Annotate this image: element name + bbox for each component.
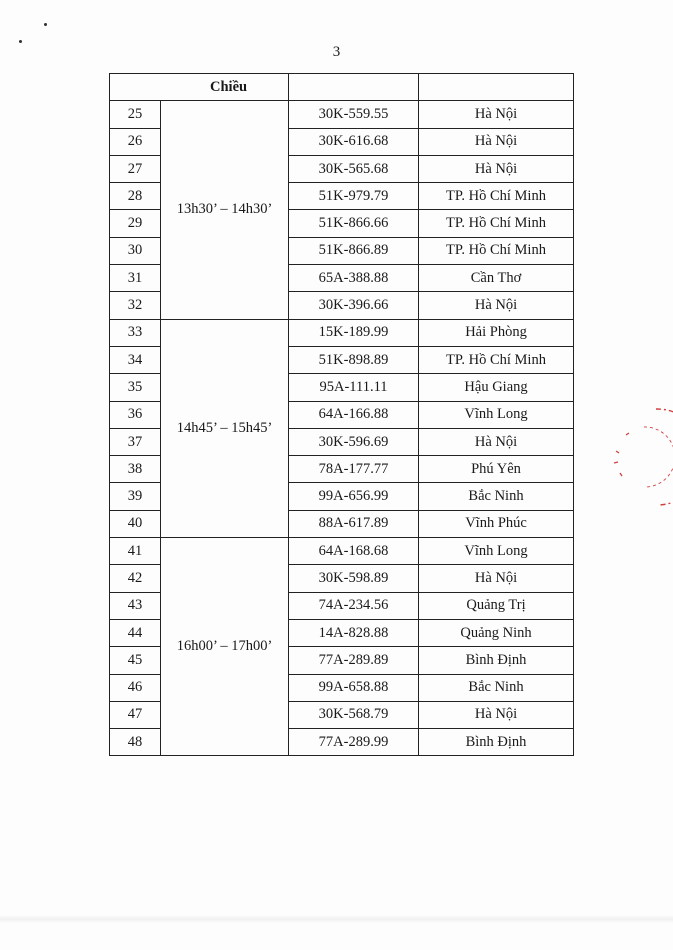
province-cell: Hậu Giang <box>419 374 574 401</box>
row-number-cell: 46 <box>110 674 161 701</box>
license-plate-cell: 14A-828.88 <box>289 619 419 646</box>
province-cell: Hà Nội <box>419 428 574 455</box>
row-number-cell: 28 <box>110 183 161 210</box>
table-row <box>110 538 574 565</box>
row-number-cell: 47 <box>110 701 161 728</box>
province-cell: Vĩnh Long <box>419 538 574 565</box>
license-plate-cell: 51K-898.89 <box>289 346 419 373</box>
row-number-cell: 38 <box>110 456 161 483</box>
license-plate-cell: 95A-111.11 <box>289 374 419 401</box>
license-plate-cell: 51K-979.79 <box>289 183 419 210</box>
license-plate-cell: 74A-234.56 <box>289 592 419 619</box>
license-plate-cell: 64A-166.88 <box>289 401 419 428</box>
license-plate-cell: 30K-568.79 <box>289 701 419 728</box>
license-plate-cell: 88A-617.89 <box>289 510 419 537</box>
province-cell: Hà Nội <box>419 155 574 182</box>
license-plate-cell: 30K-559.55 <box>289 101 419 128</box>
row-number-cell: 42 <box>110 565 161 592</box>
time-slot-cell: 14h45’ – 15h45’ <box>161 319 289 537</box>
license-plate-cell: 30K-396.66 <box>289 292 419 319</box>
row-number-cell: 48 <box>110 729 161 756</box>
scan-speck <box>19 40 22 43</box>
time-slot-cell: 16h00’ – 17h00’ <box>161 538 289 756</box>
province-cell: Hà Nội <box>419 101 574 128</box>
page-number: 3 <box>332 44 341 60</box>
table-row <box>110 319 574 346</box>
province-cell: Bắc Ninh <box>419 483 574 510</box>
province-cell: Hà Nội <box>419 128 574 155</box>
province-cell: Hà Nội <box>419 701 574 728</box>
province-cell: Hà Nội <box>419 565 574 592</box>
license-plate-cell: 30K-596.69 <box>289 428 419 455</box>
time-slot-cell: 13h30’ – 14h30’ <box>161 101 289 319</box>
session-header: Chiều <box>110 74 289 101</box>
license-plate-cell: 99A-658.88 <box>289 674 419 701</box>
province-cell: Hà Nội <box>419 292 574 319</box>
row-number-cell: 34 <box>110 346 161 373</box>
row-number-cell: 31 <box>110 265 161 292</box>
scan-edge-shadow <box>0 915 673 923</box>
province-cell: TP. Hồ Chí Minh <box>419 346 574 373</box>
province-cell: Bình Định <box>419 647 574 674</box>
header-row <box>110 74 574 101</box>
license-plate-cell: 30K-565.68 <box>289 155 419 182</box>
license-plate-cell: 77A-289.89 <box>289 647 419 674</box>
province-cell: Bình Định <box>419 729 574 756</box>
row-number-cell: 36 <box>110 401 161 428</box>
province-cell: Phú Yên <box>419 456 574 483</box>
red-seal-stamp <box>606 405 673 509</box>
province-cell: Quảng Ninh <box>419 619 574 646</box>
province-cell: Vĩnh Long <box>419 401 574 428</box>
license-plate-cell: 64A-168.68 <box>289 538 419 565</box>
license-plate-cell: 51K-866.89 <box>289 237 419 264</box>
row-number-cell: 41 <box>110 538 161 565</box>
row-number-cell: 33 <box>110 319 161 346</box>
row-number-cell: 26 <box>110 128 161 155</box>
license-plate-cell: 78A-177.77 <box>289 456 419 483</box>
license-plate-cell: 77A-289.99 <box>289 729 419 756</box>
province-cell: Bắc Ninh <box>419 674 574 701</box>
province-cell: TP. Hồ Chí Minh <box>419 237 574 264</box>
row-number-cell: 45 <box>110 647 161 674</box>
row-number-cell: 30 <box>110 237 161 264</box>
province-cell: Hải Phòng <box>419 319 574 346</box>
schedule-table-body <box>110 74 574 756</box>
header-empty-cell <box>289 74 419 101</box>
row-number-cell: 27 <box>110 155 161 182</box>
license-plate-cell: 30K-616.68 <box>289 128 419 155</box>
license-plate-schedule-table <box>109 73 574 756</box>
license-plate-cell: 99A-656.99 <box>289 483 419 510</box>
row-number-cell: 43 <box>110 592 161 619</box>
row-number-cell: 32 <box>110 292 161 319</box>
province-cell: Quảng Trị <box>419 592 574 619</box>
province-cell: Cần Thơ <box>419 265 574 292</box>
row-number-cell: 29 <box>110 210 161 237</box>
province-cell: TP. Hồ Chí Minh <box>419 210 574 237</box>
row-number-cell: 40 <box>110 510 161 537</box>
license-plate-cell: 30K-598.89 <box>289 565 419 592</box>
scan-speck <box>44 23 47 26</box>
license-plate-cell: 65A-388.88 <box>289 265 419 292</box>
row-number-cell: 25 <box>110 101 161 128</box>
row-number-cell: 37 <box>110 428 161 455</box>
province-cell: TP. Hồ Chí Minh <box>419 183 574 210</box>
row-number-cell: 39 <box>110 483 161 510</box>
table-row <box>110 101 574 128</box>
row-number-cell: 35 <box>110 374 161 401</box>
province-cell: Vĩnh Phúc <box>419 510 574 537</box>
license-plate-cell: 15K-189.99 <box>289 319 419 346</box>
row-number-cell: 44 <box>110 619 161 646</box>
header-empty-cell <box>419 74 574 101</box>
license-plate-cell: 51K-866.66 <box>289 210 419 237</box>
